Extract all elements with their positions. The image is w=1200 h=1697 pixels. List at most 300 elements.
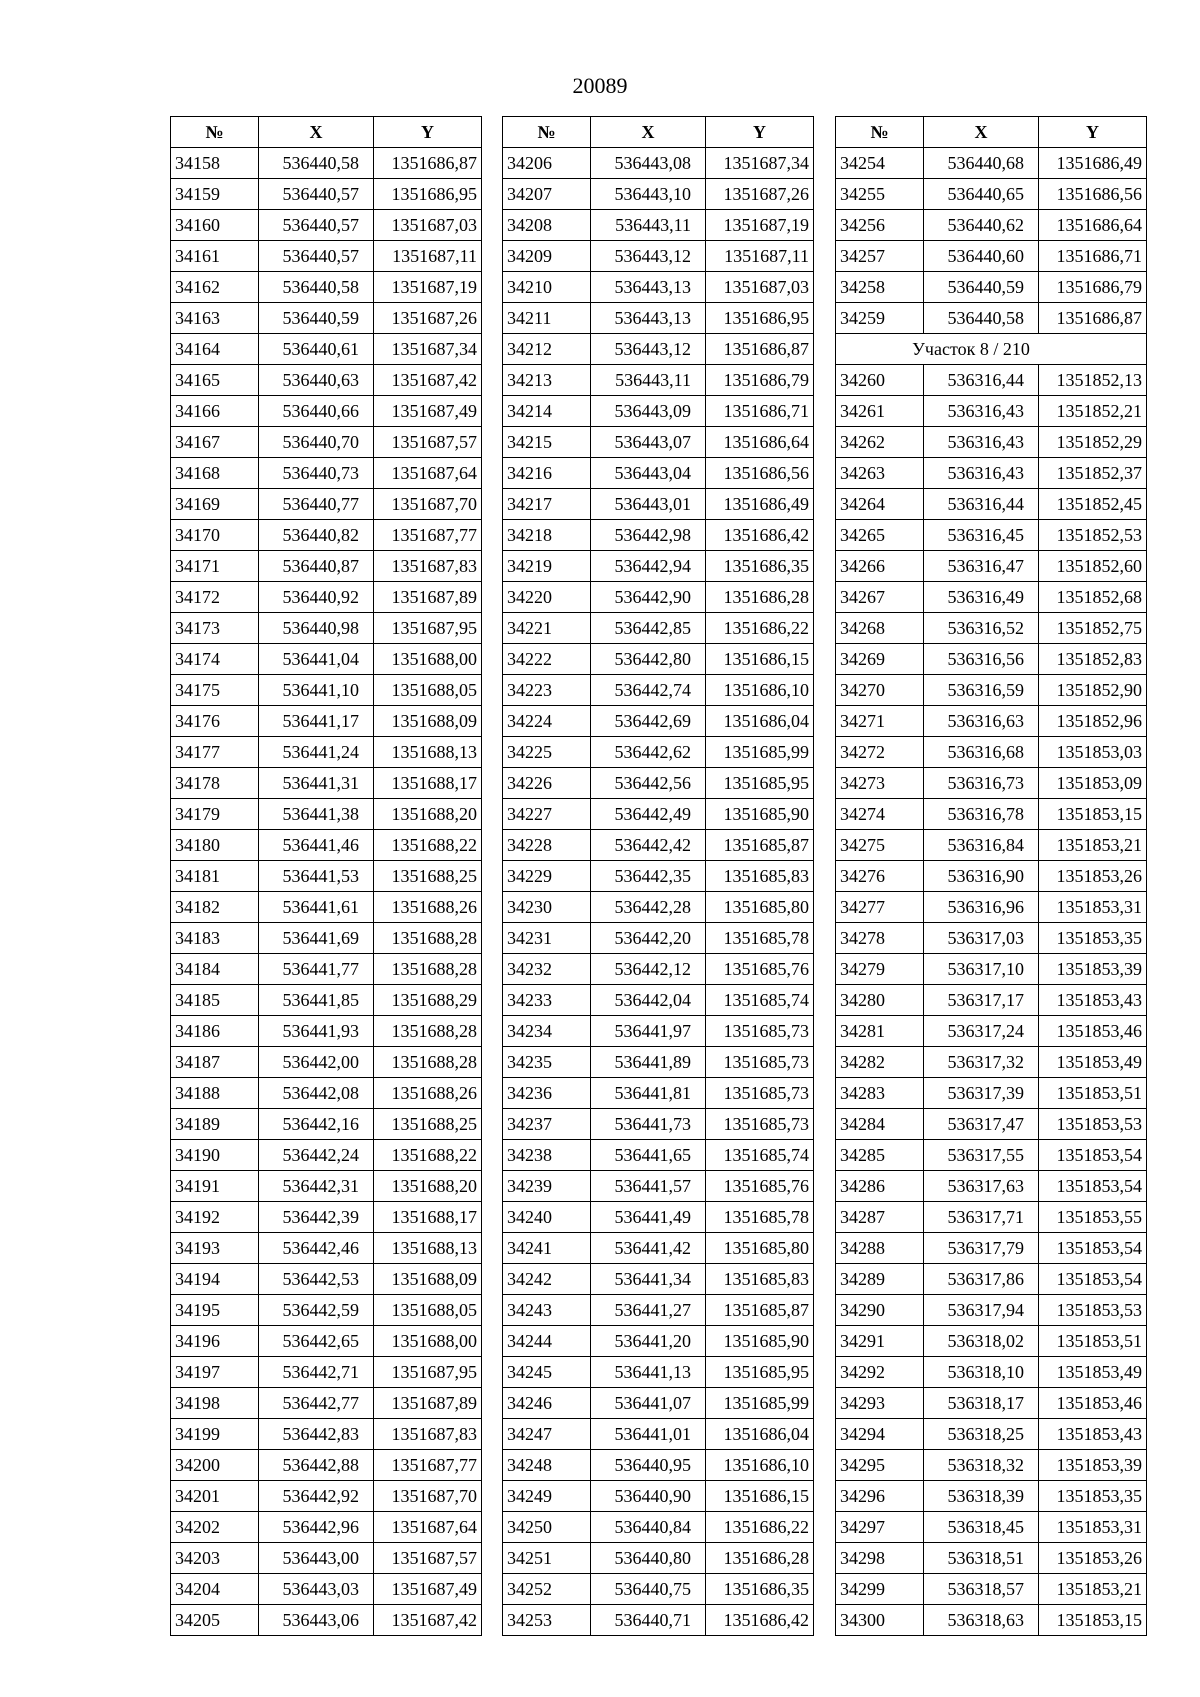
- y-coordinate-cell: 1351853,54: [1039, 1140, 1147, 1171]
- table-row: [171, 179, 482, 210]
- section-label: Участок 8 / 210: [836, 334, 1147, 365]
- x-coordinate-cell: 536440,71: [591, 1605, 706, 1636]
- y-coordinate-cell: 1351687,34: [374, 334, 482, 365]
- x-coordinate-cell: 536442,90: [591, 582, 706, 613]
- y-coordinate-cell: 1351688,00: [374, 1326, 482, 1357]
- x-coordinate-cell: 536443,09: [591, 396, 706, 427]
- x-coordinate-cell: 536443,12: [591, 241, 706, 272]
- point-number-cell: 34198: [171, 1388, 259, 1419]
- point-number-cell: 34169: [171, 489, 259, 520]
- x-coordinate-cell: 536442,74: [591, 675, 706, 706]
- x-coordinate-cell: 536443,10: [591, 179, 706, 210]
- table-row: [836, 210, 1147, 241]
- point-number-cell: 34163: [171, 303, 259, 334]
- y-coordinate-cell: 1351687,11: [374, 241, 482, 272]
- table-row: [171, 303, 482, 334]
- x-coordinate-cell: 536441,57: [591, 1171, 706, 1202]
- point-number-cell: 34211: [503, 303, 591, 334]
- point-number-cell: 34203: [171, 1543, 259, 1574]
- point-number-cell: 34227: [503, 799, 591, 830]
- table-row: [171, 272, 482, 303]
- table-row: [503, 1326, 814, 1357]
- x-coordinate-cell: 536442,53: [259, 1264, 374, 1295]
- y-coordinate-cell: 1351853,35: [1039, 923, 1147, 954]
- point-number-cell: 34230: [503, 892, 591, 923]
- point-number-cell: 34204: [171, 1574, 259, 1605]
- y-coordinate-cell: 1351687,64: [374, 458, 482, 489]
- table-row: [503, 365, 814, 396]
- y-coordinate-cell: 1351686,49: [706, 489, 814, 520]
- x-coordinate-cell: 536318,57: [924, 1574, 1039, 1605]
- y-coordinate-cell: 1351688,25: [374, 1109, 482, 1140]
- table-row: [836, 1295, 1147, 1326]
- table-row: [171, 1574, 482, 1605]
- y-coordinate-cell: 1351686,56: [1039, 179, 1147, 210]
- y-coordinate-cell: 1351687,03: [706, 272, 814, 303]
- point-number-cell: 34241: [503, 1233, 591, 1264]
- y-coordinate-cell: 1351686,87: [706, 334, 814, 365]
- y-coordinate-cell: 1351686,71: [1039, 241, 1147, 272]
- x-coordinate-cell: 536441,81: [591, 1078, 706, 1109]
- point-number-cell: 34219: [503, 551, 591, 582]
- y-coordinate-cell: 1351688,05: [374, 675, 482, 706]
- table-row: [171, 427, 482, 458]
- table-row: [836, 489, 1147, 520]
- y-coordinate-cell: 1351853,39: [1039, 954, 1147, 985]
- header-y: Y: [706, 117, 814, 148]
- x-coordinate-cell: 536442,12: [591, 954, 706, 985]
- point-number-cell: 34293: [836, 1388, 924, 1419]
- y-coordinate-cell: 1351686,10: [706, 675, 814, 706]
- x-coordinate-cell: 536440,95: [591, 1450, 706, 1481]
- point-number-cell: 34253: [503, 1605, 591, 1636]
- point-number-cell: 34291: [836, 1326, 924, 1357]
- point-number-cell: 34282: [836, 1047, 924, 1078]
- y-coordinate-cell: 1351686,15: [706, 1481, 814, 1512]
- point-number-cell: 34273: [836, 768, 924, 799]
- y-coordinate-cell: 1351687,89: [374, 582, 482, 613]
- table-row: [503, 489, 814, 520]
- y-coordinate-cell: 1351686,15: [706, 644, 814, 675]
- x-coordinate-cell: 536317,24: [924, 1016, 1039, 1047]
- point-number-cell: 34299: [836, 1574, 924, 1605]
- table-row: [503, 1450, 814, 1481]
- point-number-cell: 34177: [171, 737, 259, 768]
- x-coordinate-cell: 536441,24: [259, 737, 374, 768]
- point-number-cell: 34259: [836, 303, 924, 334]
- point-number-cell: 34223: [503, 675, 591, 706]
- table-row: [503, 1047, 814, 1078]
- y-coordinate-cell: 1351688,20: [374, 799, 482, 830]
- point-number-cell: 34287: [836, 1202, 924, 1233]
- point-number-cell: 34185: [171, 985, 259, 1016]
- x-coordinate-cell: 536318,39: [924, 1481, 1039, 1512]
- y-coordinate-cell: 1351687,95: [374, 1357, 482, 1388]
- y-coordinate-cell: 1351853,49: [1039, 1047, 1147, 1078]
- point-number-cell: 34202: [171, 1512, 259, 1543]
- x-coordinate-cell: 536441,53: [259, 861, 374, 892]
- x-coordinate-cell: 536441,27: [591, 1295, 706, 1326]
- point-number-cell: 34182: [171, 892, 259, 923]
- point-number-cell: 34235: [503, 1047, 591, 1078]
- x-coordinate-cell: 536441,93: [259, 1016, 374, 1047]
- x-coordinate-cell: 536440,62: [924, 210, 1039, 241]
- x-coordinate-cell: 536440,68: [924, 148, 1039, 179]
- x-coordinate-cell: 536443,08: [591, 148, 706, 179]
- table-row: [171, 644, 482, 675]
- table-row: [171, 830, 482, 861]
- point-number-cell: 34178: [171, 768, 259, 799]
- point-number-cell: 34221: [503, 613, 591, 644]
- point-number-cell: 34171: [171, 551, 259, 582]
- table-row: [836, 458, 1147, 489]
- table-row: [836, 1140, 1147, 1171]
- y-coordinate-cell: 1351685,80: [706, 1233, 814, 1264]
- table-row: [836, 644, 1147, 675]
- point-number-cell: 34207: [503, 179, 591, 210]
- table-header-row: [171, 117, 482, 148]
- x-coordinate-cell: 536441,38: [259, 799, 374, 830]
- point-number-cell: 34197: [171, 1357, 259, 1388]
- x-coordinate-cell: 536317,47: [924, 1109, 1039, 1140]
- table-row: [836, 1016, 1147, 1047]
- table-row: [171, 1543, 482, 1574]
- y-coordinate-cell: 1351852,90: [1039, 675, 1147, 706]
- table-row: [503, 1295, 814, 1326]
- point-number-cell: 34274: [836, 799, 924, 830]
- point-number-cell: 34224: [503, 706, 591, 737]
- point-number-cell: 34196: [171, 1326, 259, 1357]
- point-number-cell: 34237: [503, 1109, 591, 1140]
- header-number: №: [171, 117, 259, 148]
- y-coordinate-cell: 1351852,21: [1039, 396, 1147, 427]
- x-coordinate-cell: 536318,10: [924, 1357, 1039, 1388]
- y-coordinate-cell: 1351688,28: [374, 1047, 482, 1078]
- table-row: [836, 1171, 1147, 1202]
- point-number-cell: 34290: [836, 1295, 924, 1326]
- x-coordinate-cell: 536442,59: [259, 1295, 374, 1326]
- y-coordinate-cell: 1351853,54: [1039, 1264, 1147, 1295]
- table-row: [836, 551, 1147, 582]
- table-row: [836, 1109, 1147, 1140]
- x-coordinate-cell: 536440,82: [259, 520, 374, 551]
- y-coordinate-cell: 1351853,39: [1039, 1450, 1147, 1481]
- y-coordinate-cell: 1351685,80: [706, 892, 814, 923]
- x-coordinate-cell: 536442,56: [591, 768, 706, 799]
- table-row: [836, 365, 1147, 396]
- table-row: [171, 1233, 482, 1264]
- point-number-cell: 34249: [503, 1481, 591, 1512]
- x-coordinate-cell: 536442,04: [591, 985, 706, 1016]
- table-row: [171, 148, 482, 179]
- x-coordinate-cell: 536317,71: [924, 1202, 1039, 1233]
- table-row: [503, 1078, 814, 1109]
- y-coordinate-cell: 1351685,83: [706, 861, 814, 892]
- point-number-cell: 34298: [836, 1543, 924, 1574]
- point-number-cell: 34225: [503, 737, 591, 768]
- table-row: [171, 551, 482, 582]
- point-number-cell: 34181: [171, 861, 259, 892]
- table-row: [836, 1543, 1147, 1574]
- y-coordinate-cell: 1351686,28: [706, 582, 814, 613]
- y-coordinate-cell: 1351686,22: [706, 1512, 814, 1543]
- x-coordinate-cell: 536440,84: [591, 1512, 706, 1543]
- point-number-cell: 34194: [171, 1264, 259, 1295]
- y-coordinate-cell: 1351687,49: [374, 1574, 482, 1605]
- y-coordinate-cell: 1351687,11: [706, 241, 814, 272]
- y-coordinate-cell: 1351687,70: [374, 1481, 482, 1512]
- x-coordinate-cell: 536441,20: [591, 1326, 706, 1357]
- y-coordinate-cell: 1351688,22: [374, 1140, 482, 1171]
- x-coordinate-cell: 536442,42: [591, 830, 706, 861]
- x-coordinate-cell: 536443,00: [259, 1543, 374, 1574]
- y-coordinate-cell: 1351853,21: [1039, 1574, 1147, 1605]
- x-coordinate-cell: 536440,59: [259, 303, 374, 334]
- point-number-cell: 34258: [836, 272, 924, 303]
- table-row: [836, 272, 1147, 303]
- point-number-cell: 34250: [503, 1512, 591, 1543]
- point-number-cell: 34283: [836, 1078, 924, 1109]
- table-row: [503, 1388, 814, 1419]
- y-coordinate-cell: 1351686,22: [706, 613, 814, 644]
- table-row: [171, 706, 482, 737]
- table-row: [503, 396, 814, 427]
- x-coordinate-cell: 536442,96: [259, 1512, 374, 1543]
- point-number-cell: 34277: [836, 892, 924, 923]
- table-row: [836, 520, 1147, 551]
- table-row: [836, 179, 1147, 210]
- point-number-cell: 34210: [503, 272, 591, 303]
- table-row: [836, 1574, 1147, 1605]
- x-coordinate-cell: 536440,70: [259, 427, 374, 458]
- point-number-cell: 34264: [836, 489, 924, 520]
- point-number-cell: 34247: [503, 1419, 591, 1450]
- table-row: [503, 1419, 814, 1450]
- y-coordinate-cell: 1351852,83: [1039, 644, 1147, 675]
- x-coordinate-cell: 536316,49: [924, 582, 1039, 613]
- x-coordinate-cell: 536441,17: [259, 706, 374, 737]
- x-coordinate-cell: 536316,44: [924, 365, 1039, 396]
- table-row: [171, 1264, 482, 1295]
- table-row: [503, 1481, 814, 1512]
- point-number-cell: 34271: [836, 706, 924, 737]
- y-coordinate-cell: 1351685,73: [706, 1047, 814, 1078]
- table-row: [171, 334, 482, 365]
- table-row: [503, 427, 814, 458]
- point-number-cell: 34160: [171, 210, 259, 241]
- y-coordinate-cell: 1351686,87: [1039, 303, 1147, 334]
- y-coordinate-cell: 1351688,22: [374, 830, 482, 861]
- table-row: [836, 985, 1147, 1016]
- y-coordinate-cell: 1351853,26: [1039, 1543, 1147, 1574]
- x-coordinate-cell: 536316,68: [924, 737, 1039, 768]
- table-row: [836, 1264, 1147, 1295]
- y-coordinate-cell: 1351852,13: [1039, 365, 1147, 396]
- y-coordinate-cell: 1351688,13: [374, 1233, 482, 1264]
- point-number-cell: 34246: [503, 1388, 591, 1419]
- table-row: [503, 1233, 814, 1264]
- x-coordinate-cell: 536316,43: [924, 396, 1039, 427]
- table-row: [171, 768, 482, 799]
- x-coordinate-cell: 536316,43: [924, 458, 1039, 489]
- point-number-cell: 34201: [171, 1481, 259, 1512]
- table-row: [836, 1512, 1147, 1543]
- point-number-cell: 34245: [503, 1357, 591, 1388]
- point-number-cell: 34226: [503, 768, 591, 799]
- x-coordinate-cell: 536317,86: [924, 1264, 1039, 1295]
- x-coordinate-cell: 536316,96: [924, 892, 1039, 923]
- x-coordinate-cell: 536442,46: [259, 1233, 374, 1264]
- y-coordinate-cell: 1351685,99: [706, 737, 814, 768]
- point-number-cell: 34192: [171, 1202, 259, 1233]
- point-number-cell: 34190: [171, 1140, 259, 1171]
- x-coordinate-cell: 536318,25: [924, 1419, 1039, 1450]
- table-row: [171, 737, 482, 768]
- y-coordinate-cell: 1351853,03: [1039, 737, 1147, 768]
- y-coordinate-cell: 1351853,54: [1039, 1233, 1147, 1264]
- x-coordinate-cell: 536440,80: [591, 1543, 706, 1574]
- point-number-cell: 34284: [836, 1109, 924, 1140]
- table-row: [171, 1326, 482, 1357]
- table-row: [503, 520, 814, 551]
- y-coordinate-cell: 1351852,53: [1039, 520, 1147, 551]
- y-coordinate-cell: 1351853,43: [1039, 1419, 1147, 1450]
- table-row: [171, 210, 482, 241]
- table-row: [171, 1047, 482, 1078]
- y-coordinate-cell: 1351688,17: [374, 768, 482, 799]
- point-number-cell: 34191: [171, 1171, 259, 1202]
- table-row: [171, 396, 482, 427]
- x-coordinate-cell: 536317,17: [924, 985, 1039, 1016]
- y-coordinate-cell: 1351687,83: [374, 551, 482, 582]
- y-coordinate-cell: 1351853,53: [1039, 1295, 1147, 1326]
- y-coordinate-cell: 1351685,87: [706, 830, 814, 861]
- table-row: [836, 396, 1147, 427]
- x-coordinate-cell: 536442,24: [259, 1140, 374, 1171]
- table-row: [503, 1605, 814, 1636]
- header-number: №: [836, 117, 924, 148]
- y-coordinate-cell: 1351852,45: [1039, 489, 1147, 520]
- x-coordinate-cell: 536440,57: [259, 179, 374, 210]
- point-number-cell: 34285: [836, 1140, 924, 1171]
- table-row: [171, 1202, 482, 1233]
- y-coordinate-cell: 1351687,57: [374, 427, 482, 458]
- y-coordinate-cell: 1351685,73: [706, 1078, 814, 1109]
- point-number-cell: 34216: [503, 458, 591, 489]
- x-coordinate-cell: 536317,10: [924, 954, 1039, 985]
- y-coordinate-cell: 1351852,29: [1039, 427, 1147, 458]
- point-number-cell: 34269: [836, 644, 924, 675]
- x-coordinate-cell: 536443,12: [591, 334, 706, 365]
- x-coordinate-cell: 536443,01: [591, 489, 706, 520]
- header-x: X: [591, 117, 706, 148]
- point-number-cell: 34218: [503, 520, 591, 551]
- point-number-cell: 34205: [171, 1605, 259, 1636]
- point-number-cell: 34168: [171, 458, 259, 489]
- y-coordinate-cell: 1351853,51: [1039, 1326, 1147, 1357]
- x-coordinate-cell: 536316,63: [924, 706, 1039, 737]
- x-coordinate-cell: 536442,20: [591, 923, 706, 954]
- y-coordinate-cell: 1351853,15: [1039, 799, 1147, 830]
- table-row: [836, 675, 1147, 706]
- point-number-cell: 34187: [171, 1047, 259, 1078]
- point-number-cell: 34244: [503, 1326, 591, 1357]
- point-number-cell: 34164: [171, 334, 259, 365]
- y-coordinate-cell: 1351688,13: [374, 737, 482, 768]
- x-coordinate-cell: 536440,92: [259, 582, 374, 613]
- y-coordinate-cell: 1351686,79: [706, 365, 814, 396]
- x-coordinate-cell: 536316,47: [924, 551, 1039, 582]
- point-number-cell: 34288: [836, 1233, 924, 1264]
- y-coordinate-cell: 1351686,64: [1039, 210, 1147, 241]
- x-coordinate-cell: 536440,73: [259, 458, 374, 489]
- y-coordinate-cell: 1351687,95: [374, 613, 482, 644]
- x-coordinate-cell: 536316,45: [924, 520, 1039, 551]
- table-row: [171, 613, 482, 644]
- point-number-cell: 34265: [836, 520, 924, 551]
- table-row: [503, 644, 814, 675]
- y-coordinate-cell: 1351685,74: [706, 985, 814, 1016]
- x-coordinate-cell: 536442,62: [591, 737, 706, 768]
- point-number-cell: 34170: [171, 520, 259, 551]
- point-number-cell: 34297: [836, 1512, 924, 1543]
- x-coordinate-cell: 536441,34: [591, 1264, 706, 1295]
- y-coordinate-cell: 1351687,19: [706, 210, 814, 241]
- x-coordinate-cell: 536442,31: [259, 1171, 374, 1202]
- table-row: [503, 458, 814, 489]
- table-row: [503, 303, 814, 334]
- point-number-cell: 34231: [503, 923, 591, 954]
- point-number-cell: 34238: [503, 1140, 591, 1171]
- x-coordinate-cell: 536440,57: [259, 210, 374, 241]
- point-number-cell: 34275: [836, 830, 924, 861]
- x-coordinate-cell: 536443,11: [591, 365, 706, 396]
- y-coordinate-cell: 1351853,35: [1039, 1481, 1147, 1512]
- x-coordinate-cell: 536441,04: [259, 644, 374, 675]
- x-coordinate-cell: 536441,65: [591, 1140, 706, 1171]
- y-coordinate-cell: 1351687,49: [374, 396, 482, 427]
- table-row: [171, 582, 482, 613]
- point-number-cell: 34213: [503, 365, 591, 396]
- x-coordinate-cell: 536442,65: [259, 1326, 374, 1357]
- y-coordinate-cell: 1351688,09: [374, 706, 482, 737]
- y-coordinate-cell: 1351686,04: [706, 1419, 814, 1450]
- x-coordinate-cell: 536441,10: [259, 675, 374, 706]
- x-coordinate-cell: 536443,13: [591, 303, 706, 334]
- point-number-cell: 34276: [836, 861, 924, 892]
- table-row: [503, 1357, 814, 1388]
- x-coordinate-cell: 536440,75: [591, 1574, 706, 1605]
- y-coordinate-cell: 1351852,96: [1039, 706, 1147, 737]
- point-number-cell: 34263: [836, 458, 924, 489]
- point-number-cell: 34172: [171, 582, 259, 613]
- y-coordinate-cell: 1351853,54: [1039, 1171, 1147, 1202]
- point-number-cell: 34281: [836, 1016, 924, 1047]
- header-x: X: [924, 117, 1039, 148]
- table-row: [171, 1357, 482, 1388]
- point-number-cell: 34267: [836, 582, 924, 613]
- point-number-cell: 34166: [171, 396, 259, 427]
- y-coordinate-cell: 1351686,64: [706, 427, 814, 458]
- table-row: [171, 1171, 482, 1202]
- y-coordinate-cell: 1351688,26: [374, 892, 482, 923]
- y-coordinate-cell: 1351686,42: [706, 520, 814, 551]
- y-coordinate-cell: 1351685,73: [706, 1016, 814, 1047]
- point-number-cell: 34292: [836, 1357, 924, 1388]
- table-row: [836, 1078, 1147, 1109]
- x-coordinate-cell: 536443,13: [591, 272, 706, 303]
- x-coordinate-cell: 536317,32: [924, 1047, 1039, 1078]
